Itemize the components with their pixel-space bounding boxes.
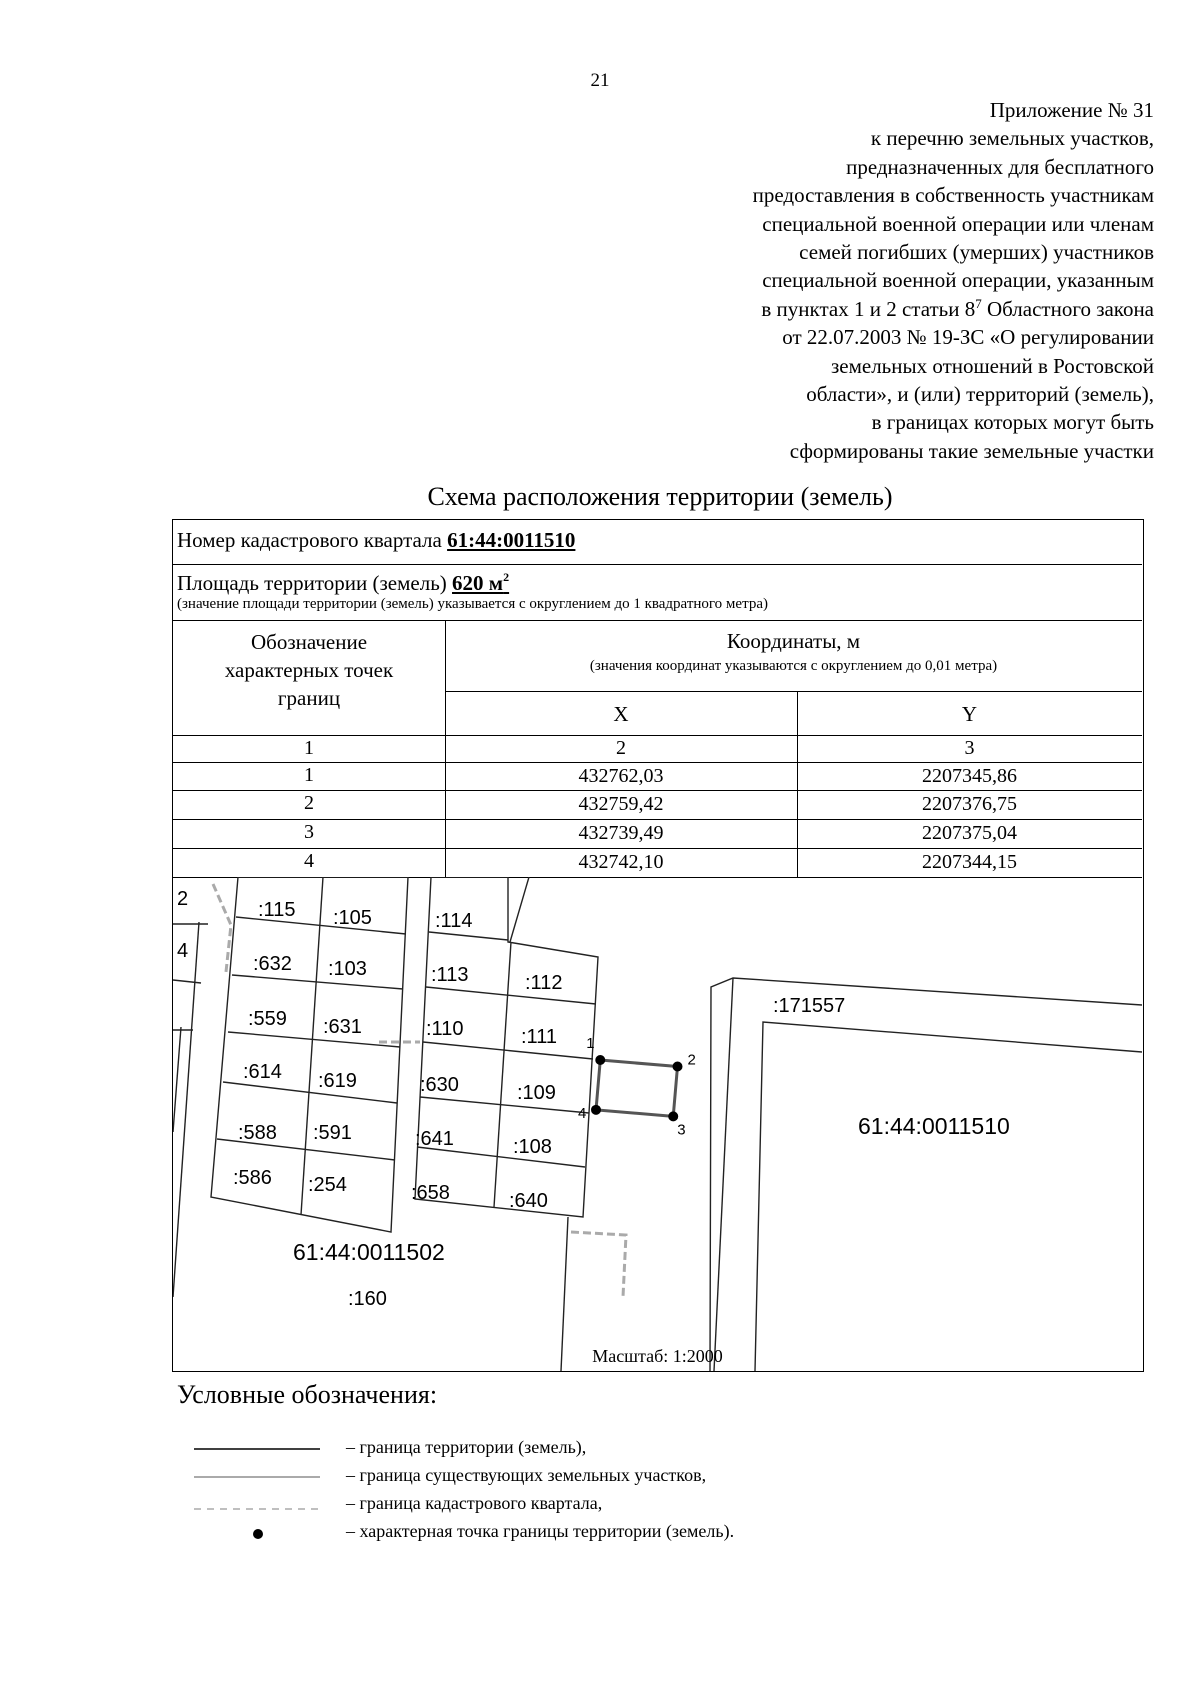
row-divider — [173, 848, 1142, 849]
parcel-label: :619 — [318, 1070, 357, 1092]
appendix-line: области», и (или) территорий (земель), — [806, 382, 1154, 407]
edge-label: 2 — [177, 888, 189, 910]
territory-polygon — [596, 1060, 678, 1116]
territory-boundary — [578, 1035, 696, 1138]
parcel-boundary — [173, 1027, 181, 1132]
row-divider — [173, 735, 1142, 736]
appendix-line: сформированы такие земельные участки — [789, 438, 1154, 463]
coords-header: Координаты, м — [726, 629, 861, 653]
legend-text: – характерная точка границы территории (земель). — [346, 1521, 735, 1541]
parcel-boundary — [173, 922, 199, 1297]
cadastral-label: Номер кадастрового квартала — [177, 528, 448, 552]
point-x: 432762,03 — [578, 765, 664, 787]
parcel-label: :614 — [243, 1061, 282, 1083]
map-labels — [177, 888, 1010, 1310]
boundary-point-dot — [595, 1055, 605, 1065]
parcel-label: :115 — [258, 899, 296, 921]
area-label: Площадь территории (земель) — [177, 571, 453, 595]
parcel-label: :641 — [415, 1128, 454, 1150]
row-divider — [173, 620, 1142, 621]
cadastral-row — [177, 528, 575, 553]
parcel-boundary — [301, 877, 323, 1215]
parcel-boundary — [714, 978, 733, 1371]
boundary-point-dot — [668, 1111, 678, 1121]
parcel-171557-boundary — [710, 978, 1142, 1371]
legend-title: Условные обозначения: — [177, 1380, 438, 1409]
parcel-boundary — [173, 980, 201, 983]
point-number: 2 — [304, 792, 314, 814]
point-number: 3 — [304, 821, 314, 843]
parcel-boundary — [510, 877, 529, 942]
row-divider — [445, 691, 1142, 692]
col-number: 2 — [616, 737, 626, 759]
legend-text: – граница существующих земельных участков, — [346, 1465, 707, 1485]
quarter-boundary — [213, 884, 231, 972]
cadastral-map — [173, 877, 1142, 1371]
point-y: 2207344,15 — [922, 851, 1017, 873]
edge-label: 4 — [177, 940, 189, 962]
parcel-label: :630 — [420, 1074, 459, 1096]
parcel-boundary — [420, 1097, 589, 1113]
point-y: 2207375,04 — [922, 822, 1017, 844]
point-x: 432739,49 — [578, 822, 664, 844]
parcel-label: :591 — [313, 1122, 352, 1144]
coords-note: (значения координат указываются с округлением до 0,01 метра) — [589, 658, 998, 674]
quarter-label-right: 61:44:0011510 — [858, 1113, 1010, 1139]
legend-solid-line-icon — [190, 1437, 324, 1461]
boundary-point-label: 4 — [578, 1104, 587, 1122]
points-header — [173, 628, 445, 712]
parcel-label: :588 — [238, 1122, 277, 1144]
appendix-line: Приложение № 31 — [989, 98, 1154, 122]
map-drawing — [173, 877, 1142, 1371]
appendix-line: специальной военной операции или членам — [762, 211, 1154, 236]
appendix-header — [554, 96, 1154, 465]
scheme-frame — [172, 519, 1144, 1372]
parcel-boundary — [494, 942, 511, 1207]
cadastral-number: 61:44:0011510 — [447, 528, 576, 552]
parcel-label: :254 — [308, 1174, 347, 1196]
parcel-boundary — [426, 987, 596, 1004]
legend-text: – граница территории (земель), — [346, 1437, 587, 1457]
parcel-label: :114 — [435, 910, 473, 932]
boundary-point-label: 1 — [586, 1035, 595, 1052]
appendix-line: к перечню земельных участков, — [870, 126, 1154, 151]
page-number: 21 — [590, 70, 610, 91]
appendix-line: в границах которых могут быть — [871, 410, 1154, 435]
x-header: X — [613, 702, 629, 726]
col-number: 1 — [304, 737, 314, 759]
boundary-point-dot — [673, 1062, 683, 1072]
point-y: 2207345,86 — [922, 765, 1017, 787]
parcel-label: :105 — [333, 907, 372, 929]
point-x: 432759,42 — [578, 793, 664, 815]
area-value — [452, 571, 509, 595]
row-divider — [173, 762, 1142, 763]
boundary-point-dot — [591, 1105, 601, 1115]
area-note: (значение площади территории (земель) указывается с округлением до 1 квадратного метра) — [177, 596, 768, 612]
y-header: Y — [961, 702, 978, 726]
parcel-label: :171557 — [773, 995, 846, 1017]
parcel-boundary — [755, 1022, 1142, 1371]
area-unit-superscript: 2 — [503, 570, 510, 584]
appendix-line — [554, 295, 1154, 323]
parcel-label: :658 — [411, 1182, 450, 1204]
area-row — [177, 571, 509, 596]
appendix-line: от 22.07.2003 № 19-ЗС «О регулировании — [782, 325, 1154, 350]
parcel-label: :103 — [328, 958, 367, 980]
parcel-label: :112 — [525, 972, 563, 994]
parcel-boundary — [232, 975, 403, 989]
parcel-label: :113 — [431, 964, 469, 986]
parcel-label: :111 — [521, 1026, 557, 1048]
parcel-boundary — [429, 932, 508, 940]
boundary-point-label: 3 — [677, 1121, 686, 1139]
quarter-boundary — [571, 1232, 626, 1297]
parcel-boundary — [228, 1032, 400, 1047]
point-number: 1 — [304, 764, 314, 786]
parcel-label: :640 — [509, 1190, 548, 1212]
legend-dashed-line-icon — [190, 1493, 324, 1517]
points-header-line: Обозначение — [250, 630, 368, 654]
points-header-line: характерных точек — [224, 658, 394, 682]
point-y: 2207376,75 — [922, 793, 1017, 815]
parcel-label: :160 — [348, 1288, 387, 1310]
appendix-line: семей погибших (умерших) участников — [799, 240, 1154, 265]
parcel-label: :631 — [323, 1016, 362, 1038]
appendix-line-text: в пунктах 1 и 2 статьи 8 — [761, 296, 976, 321]
area-value-text: 620 м — [452, 571, 504, 595]
parcel-label: :109 — [517, 1082, 556, 1104]
appendix-article-superscript: 7 — [975, 295, 982, 311]
parcel-label: :110 — [426, 1018, 464, 1040]
parcel-boundary — [417, 1147, 585, 1167]
map-scale: Масштаб: 1:2000 — [592, 1346, 723, 1366]
parcel-label: :559 — [248, 1008, 287, 1030]
point-x: 432742,10 — [578, 851, 664, 873]
appendix-line: предоставления в собственность участникам — [752, 183, 1154, 208]
legend-dot-icon — [190, 1521, 324, 1545]
row-divider — [173, 790, 1142, 791]
point-number: 4 — [304, 850, 314, 872]
appendix-line: земельных отношений в Ростовской — [830, 353, 1154, 378]
parcel-label: :632 — [253, 953, 292, 975]
points-header-line: границ — [277, 686, 341, 710]
scheme-title: Схема расположения территории (земель) — [427, 482, 893, 511]
row-divider — [173, 564, 1142, 565]
parcel-boundary — [423, 1042, 593, 1059]
appendix-line: предназначенных для бесплатного — [846, 154, 1154, 179]
col-number: 3 — [964, 737, 975, 759]
parcel-label: :108 — [513, 1136, 552, 1158]
appendix-line-tail: Областного закона — [981, 296, 1154, 321]
quarter-label-left: 61:44:0011502 — [293, 1239, 445, 1265]
legend-thin-line-icon — [190, 1465, 324, 1489]
appendix-line: специальной военной операции, указанным — [762, 268, 1154, 293]
legend-text: – граница кадастрового квартала, — [346, 1493, 603, 1513]
row-divider — [173, 819, 1142, 820]
boundary-point-label: 2 — [687, 1051, 696, 1069]
parcel-label: :586 — [233, 1167, 272, 1189]
